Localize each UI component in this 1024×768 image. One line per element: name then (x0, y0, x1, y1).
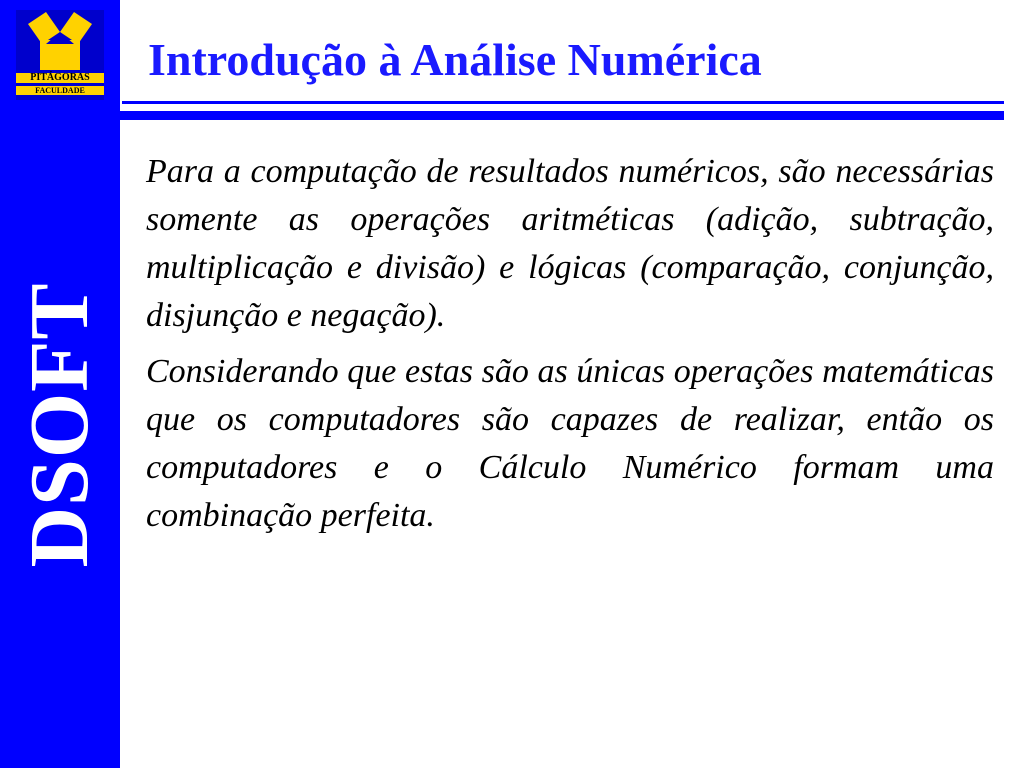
paragraph-2: Considerando que estas são as únicas operações matemáticas que os computadores são capazes de realizar, então os computadores e o Cálculo Numérico formam uma combinação perfeita. (146, 353, 994, 534)
paragraph-1: Para a computação de resultados numéricos, são necessárias somente as operações aritméticas (adição, subtração, multiplicação e divisão) e lógicas (comparação, conjunção, disjunção e negação). (146, 153, 994, 334)
slide-body (146, 148, 994, 548)
sidebar-vertical-text: DSOFT (13, 282, 106, 568)
slide-title: Introdução à Análise Numérica (148, 34, 762, 85)
pitagoras-logo (16, 10, 104, 100)
logo-name: PITÁGORAS (16, 73, 104, 83)
logo-subtitle: FACULDADE (16, 86, 104, 95)
pythagoras-squares-icon (16, 10, 104, 74)
title-divider-thick (28, 111, 1004, 120)
title-divider-thin (122, 101, 1004, 104)
